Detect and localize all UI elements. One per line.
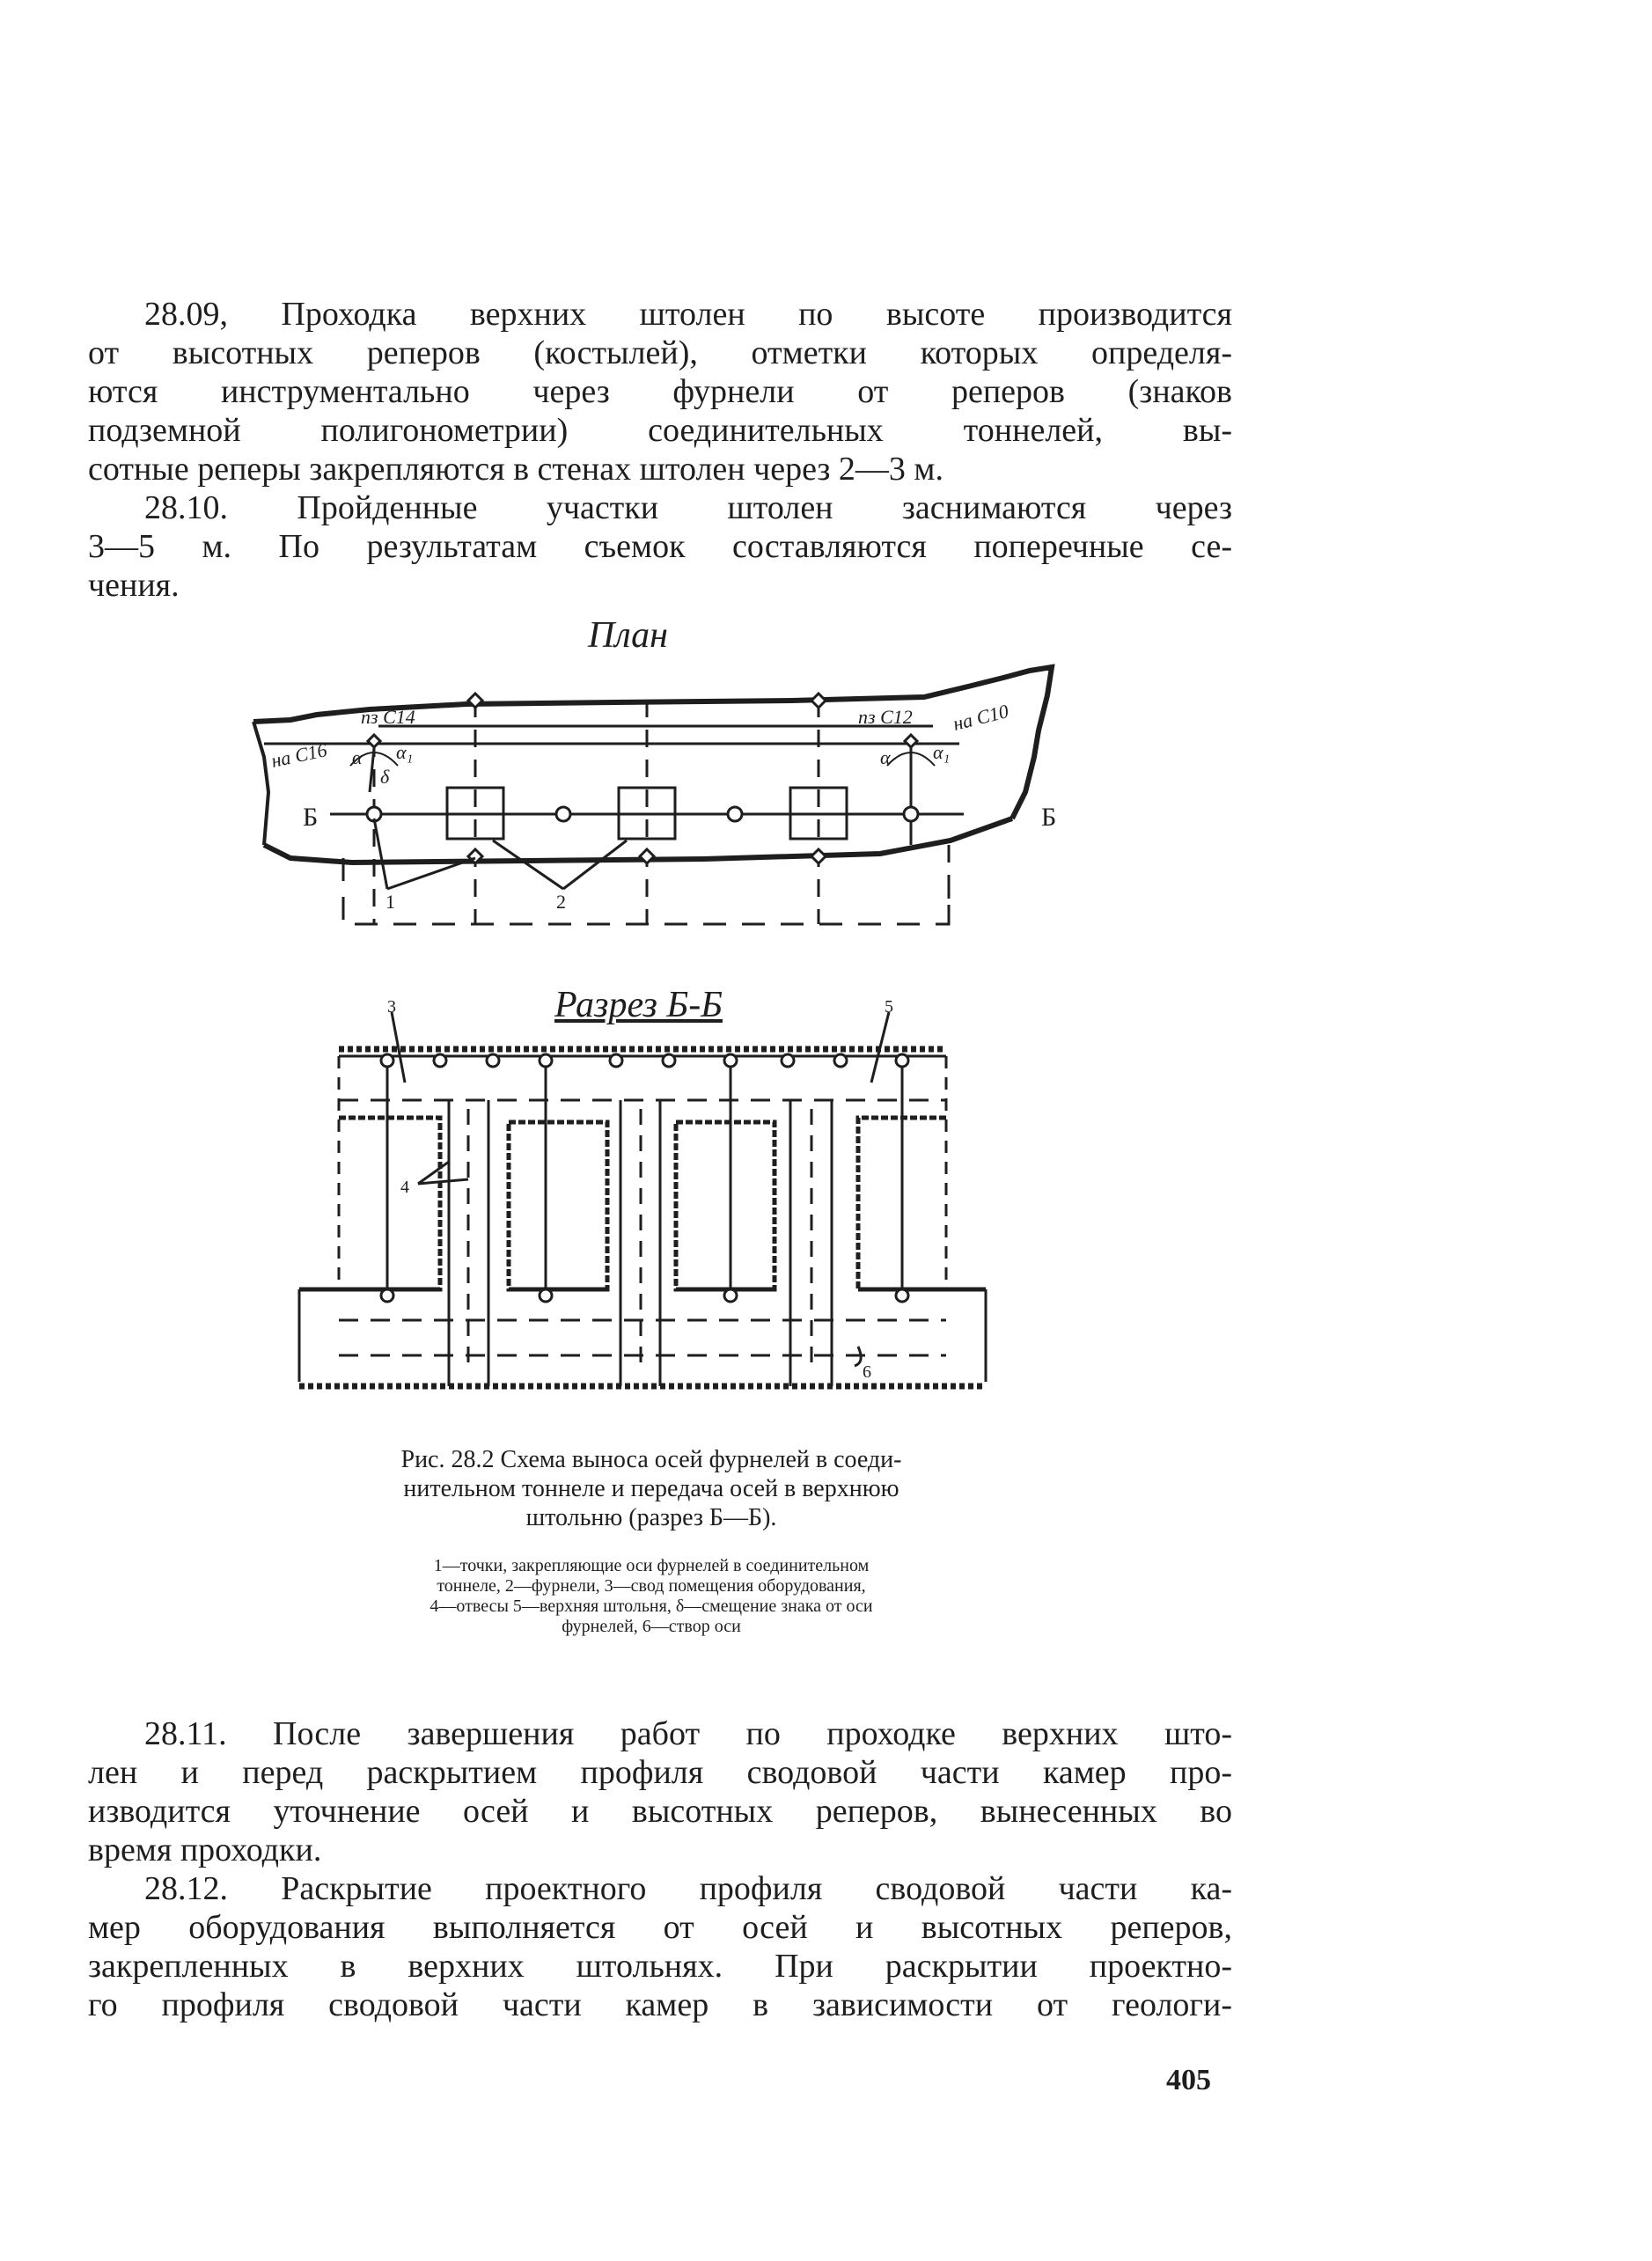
text-line: сотные реперы закрепляются в стенах штолен через 2—3 м. bbox=[88, 451, 943, 488]
text-line: 28.09, Проходка верхних штолен по высоте производится bbox=[144, 296, 1232, 333]
delta-label: δ bbox=[380, 766, 390, 788]
page-number: 405 bbox=[1166, 2064, 1211, 2096]
plan-label-2: 2 bbox=[556, 891, 566, 913]
section-label-4: 4 bbox=[400, 1178, 409, 1197]
note-na-c10: на С10 bbox=[951, 700, 1011, 735]
alpha-right: α bbox=[880, 746, 891, 768]
figure-legend bbox=[264, 1556, 1039, 1637]
section-label-5: 5 bbox=[885, 997, 893, 1017]
alpha-left: α bbox=[352, 746, 363, 768]
section-mark-right: Б bbox=[1041, 803, 1057, 832]
text-line: чения. bbox=[88, 567, 180, 604]
paragraph-28-11 bbox=[88, 1714, 1232, 1869]
plan-label-1: 1 bbox=[385, 891, 395, 913]
text-line: 28.12. Раскрытие проектного профиля сводовой части ка- bbox=[144, 1870, 1232, 1907]
mark-pz-c12: пз С12 bbox=[858, 706, 913, 728]
caption-line: Рис. 28.2 Схема выноса осей фурнелей в соеди- bbox=[400, 1446, 902, 1473]
note-na-c16: на С16 bbox=[268, 738, 329, 772]
text-line: от высотных реперов (костылей), отметки которых определя- bbox=[88, 334, 1232, 371]
figure-caption bbox=[264, 1445, 1039, 1532]
chamber bbox=[509, 1122, 607, 1289]
legend-line: тоннеле, 2—фурнели, 3—свод помещения оборудования, bbox=[437, 1576, 866, 1596]
text-line: 28.11. После завершения работ по проходке верхних што- bbox=[144, 1715, 1232, 1752]
text-line: мер оборудования выполняется от осей и высотных реперов, bbox=[88, 1909, 1232, 1946]
text-line: подземной полигонометрии) соединительных тоннелей, вы- bbox=[88, 412, 1232, 449]
text-line: изводится уточнение осей и высотных реперов, вынесенных во bbox=[88, 1793, 1232, 1830]
text-line: 3—5 м. По результатам съемок составляются поперечные се- bbox=[88, 528, 1232, 565]
alpha1-left: α₁ bbox=[396, 741, 414, 763]
legend-line: 1—точки, закрепляющие оси фурнелей в соединительном bbox=[433, 1556, 870, 1575]
legend-line: фурнелей, 6—створ оси bbox=[562, 1617, 741, 1636]
section-label-3: 3 bbox=[387, 997, 396, 1017]
mark-pz-c14: пз С14 bbox=[361, 706, 415, 728]
paragraph-28-12 bbox=[88, 1869, 1232, 2024]
text-line: 28.10. Пройденные участки штолен заснимаются через bbox=[144, 489, 1232, 526]
text-line: го профиля сводовой части камер в зависимости от геологи- bbox=[88, 1986, 1232, 2023]
text-line: закрепленных в верхних штольнях. При раскрытии проектно- bbox=[88, 1948, 1232, 1985]
plan-heading: План bbox=[588, 615, 668, 656]
text-line: ются инструментально через фурнели от реперов (знаков bbox=[88, 373, 1232, 410]
text-line: время проходки. bbox=[88, 1832, 322, 1868]
caption-line: нительном тоннеле и передача осей в верхнюю bbox=[403, 1475, 899, 1502]
text-line: лен и перед раскрытием профиля сводовой части камер про- bbox=[88, 1754, 1232, 1791]
legend-line: 4—отвесы 5—верхняя штольня, δ—смещение знака от оси bbox=[430, 1597, 873, 1616]
section-label-6: 6 bbox=[863, 1362, 871, 1382]
caption-line: штольню (разрез Б—Б). bbox=[525, 1504, 777, 1531]
chamber bbox=[676, 1122, 775, 1289]
chamber-left bbox=[339, 1118, 440, 1289]
alpha1-right: α₁ bbox=[933, 741, 951, 763]
section-mark-left: Б bbox=[303, 803, 319, 832]
section-heading: Разрез Б-Б bbox=[554, 985, 723, 1025]
